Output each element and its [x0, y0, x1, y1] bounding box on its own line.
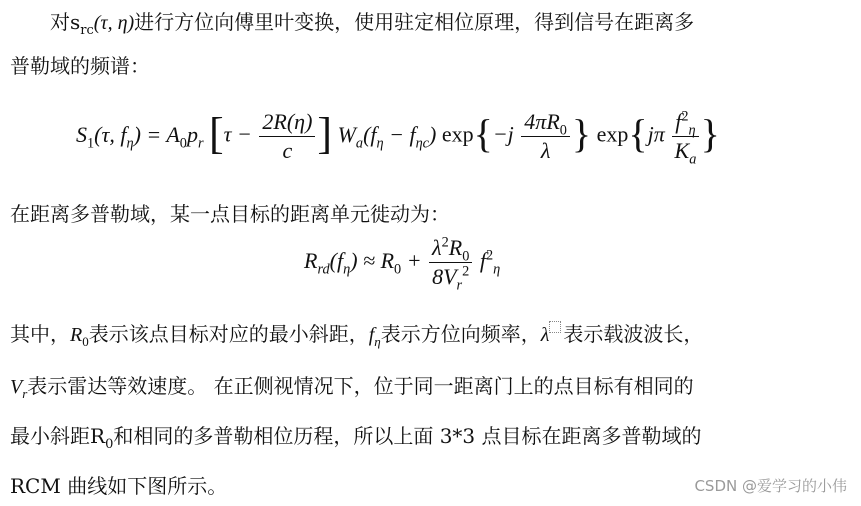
- signal-args: (τ, η): [93, 12, 135, 34]
- equation-rcm: $R_{rd}(f_\eta) \approx R_0$ + $\frac{\lambda^2R_0}{8V_r^2}$ $f^2_\eta$: [304, 234, 501, 294]
- fraction-lambda2R0-over-8Vr2: $\frac{\lambda^2R_0}{8V_r^2}$: [429, 236, 472, 289]
- paragraph-1-line-1: [50, 8, 694, 37]
- paragraph-3-line-1: 其中，$R_0$表示该点目标对应的最小斜距，$f_\eta$表示方位向频率，λ 表示载波波长，: [10, 322, 704, 349]
- fraction-4piR0-over-lambda: $\frac{4\pi R_0}{\lambda}$: [521, 110, 570, 163]
- paragraph-3-line-2: $V_r$表示雷达等效速度。 在正侧视情况下，位于同一距离门上的点目标有相同的: [10, 374, 694, 401]
- missing-glyph-box: [549, 321, 561, 333]
- fraction-2R-over-c: $\frac{2R(\eta)}{c}$: [259, 110, 315, 163]
- paragraph-1-text-b: 普勒域的频谱：: [10, 54, 150, 78]
- paragraph-3-line-4: RCM 曲线如下图所示。: [10, 474, 228, 498]
- watermark: CSDN @爱学习的小伟: [694, 477, 847, 495]
- fraction-f2-over-Ka: $\frac{f^2_\eta}{K_a}$: [672, 110, 698, 163]
- paragraph-1-line-2: [10, 52, 150, 80]
- paragraph-3-line-3: 最小斜距$R_0$和相同的多普勒相位历程，所以上面 3*3 点目标在距离多普勒域的: [10, 424, 702, 452]
- equation-spectrum: $S_1(\tau$, $f_\eta) = A_0p_r$ [τ − $\frac{2R(\eta)}{c}$ ] $W_a(f_\eta - f_{\eta c})$ exp{−j $\frac{4\pi R_0}{\lambda}$ } exp{jπ $\frac{f^2_\eta}{K_a}$ }: [76, 108, 720, 168]
- text-prefix: 对: [50, 10, 70, 34]
- paragraph-2: 在距离多普勒域，某一点目标的距离单元徙动为：: [10, 202, 450, 226]
- signal-symbol: $s_{rc}$: [70, 10, 94, 38]
- paragraph-1-text: 进行方位向傅里叶变换，使用驻定相位原理，得到信号在距离多: [134, 10, 695, 34]
